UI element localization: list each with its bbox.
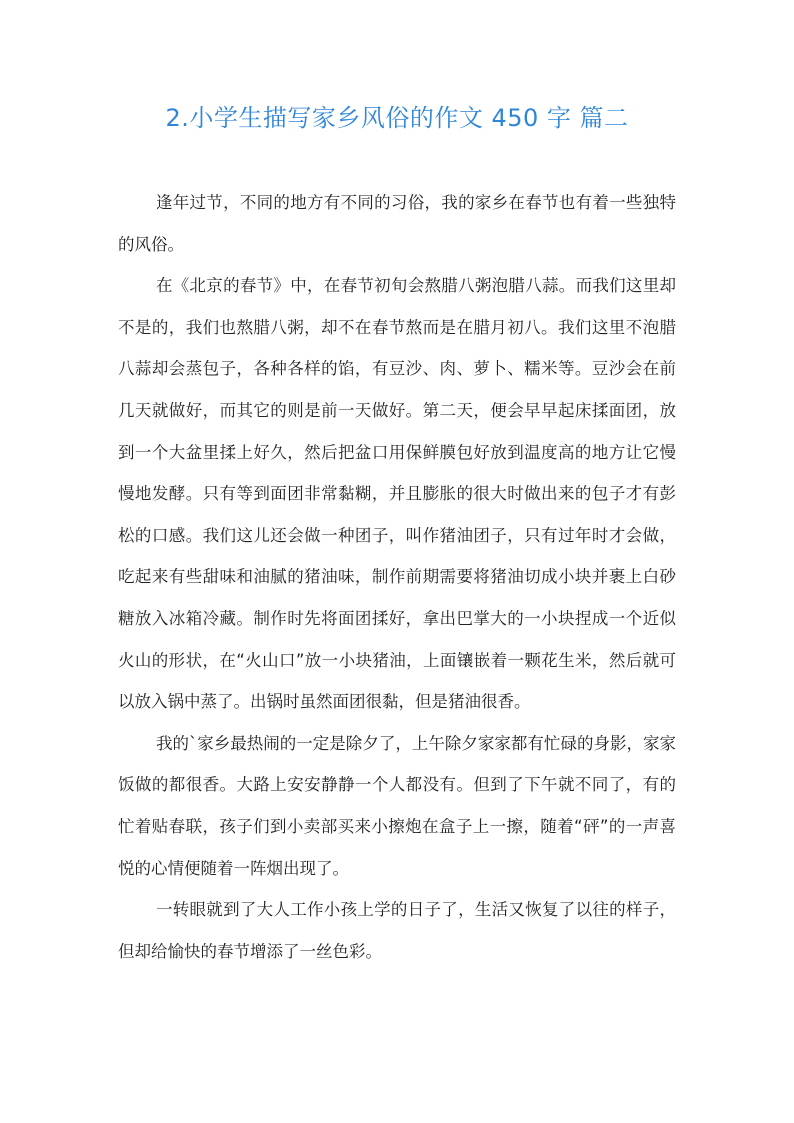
paragraph-1: 逢年过节，不同的地方有不同的习俗，我的家乡在春节也有着一些独特的风俗。	[118, 193, 676, 254]
document-body	[118, 182, 676, 972]
document-title: 2.小学生描写家乡风俗的作文 450 字 篇二	[165, 104, 629, 132]
paragraph-3: 我的`家乡最热闹的一定是除夕了，上午除夕家家都有忙碌的身影，家家饭做的都很香。大路上安安静静一个人都没有。但到了下午就不同了，有的忙着贴春联，孩子们到小卖部买来小擦炮在盒子上一擦，随着“砰”的一声喜悦的心情便随着一阵烟出现了。	[118, 733, 676, 878]
paragraph-4: 一转眼就到了大人工作小孩上学的日子了，生活又恢复了以往的样子，但却给愉快的春节增添了一丝色彩。	[118, 900, 676, 961]
paragraph-2: 在《北京的春节》中，在春节初旬会熬腊八粥泡腊八蒜。而我们这里却不是的，我们也熬腊八粥，却不在春节熬而是在腊月初八。我们这里不泡腊八蒜却会蒸包子，各种各样的馅，有豆沙、肉、萝卜、糯米等。豆沙会在前几天就做好，而其它的则是前一天做好。第二天，便会早早起床揉面团，放到一个大盆里揉上好久，然后把盆口用保鲜膜包好放到温度高的地方让它慢慢地发酵。只有等到面团非常黏糊，并且膨胀的很大时做出来的包子才有彭松的口感。我们这儿还会做一种团子，叫作猪油团子，只有过年时才会做，吃起来有些甜味和油腻的猪油味，制作前期需要将猪油切成小块并裹上白砂糖放入冰箱冷藏。制作时先将面团揉好，拿出巴掌大的一小块捏成一个近似火山的形状，在“火山口”放一小块猪油，上面镶嵌着一颗花生米，然后就可以放入锅中蒸了。出锅时虽然面团很黏，但是猪油很香。	[118, 276, 676, 712]
